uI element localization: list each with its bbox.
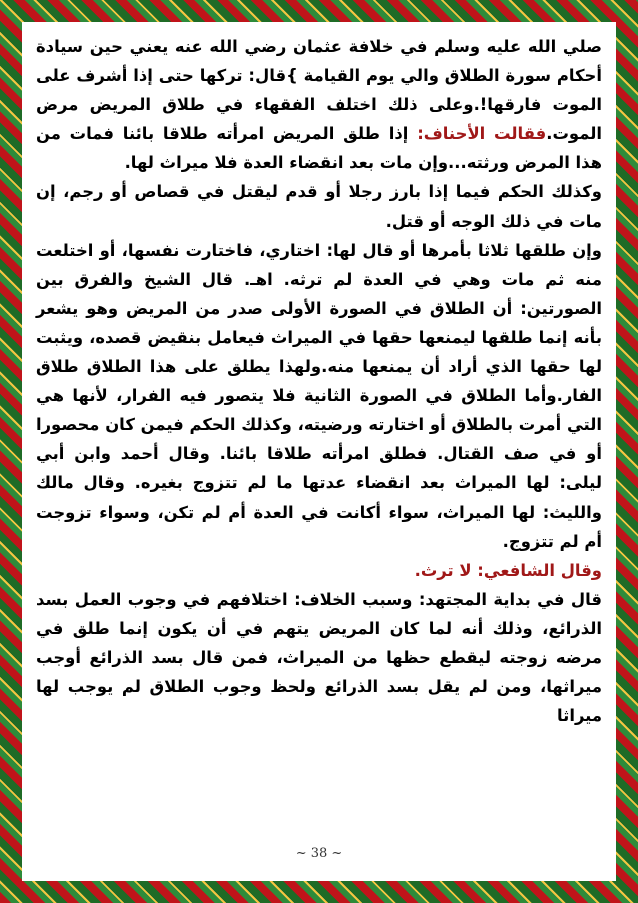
body-text: وإن طلقها ثلاثا بأمرها أو قال لها: اختاري، فاختارت نفسها، أو اختلعت منه ثم مات وهي في العدة لم ترثه. اهـ. قال الشيخ والفرق بين الصورتين: أن الطلاق في الصورة الأولى صدر من المريض وهو يشعر بأنه إنما طلقها ليمنعها حقها في الميراث فيعامل بنقيض قصده، ويثبت لها حقها الذي أراد أن يمنعها منه.ولهذا يطلق على هذا الطلاق طلاق الفار.وأما الطلاق في الصورة الثانية فلا يتصور فيه الفرار، لأنها هي التي أمرت بالطلاق أو اختارته ورضيته، وكذلك الحكم فيمن كان محصورا أو في صف القتال. فطلق امرأته طلاقا بائنا. وقال أحمد وابن أبي ليلى: لها الميراث بعد انقضاء عدتها ما لم تتزوج بغيره. وقال مالك والليث: لها الميراث، سواء أكانت في العدة أم لم تكن، وسواء تزوجت أم لم تتزوج.: [36, 240, 602, 551]
body-text: صلي الله عليه وسلم في خلافة عثمان رضي الله عنه يعني حين سيادة أحكام سورة الطلاق والي يوم القيامة }قال: تركها حتى إذا أشرف على الموت فارقها!.وعلى ذلك اختلف الفقهاء في طلاق المريض مرض الموت.: [36, 37, 602, 144]
body-text: قال في بداية المجتهد: وسبب الخلاف: اختلافهم في وجوب العمل بسد الذرائع، وذلك أنه لما كان المريض يتهم في أن يكون إنما طلق في مرضه زوجته ليقطع حظها من الميراث، فمن قال بسد الذرائع أوجب ميراثها، ومن لم يقل بسد الذرائع ولحظ وجوب الطلاق لم يوجب لها ميراثا: [36, 589, 602, 726]
page-number: ~ 38 ~: [295, 846, 343, 861]
document-body: [36, 32, 602, 843]
paragraph: [36, 32, 602, 177]
paragraph: [36, 177, 602, 235]
highlighted-text: وقال الشافعي: لا ترث.: [414, 560, 602, 580]
highlighted-text: فقالت الأحناف:: [417, 124, 547, 144]
body-text: وكذلك الحكم فيما إذا بارز رجلا أو قدم ليقتل في قصاص أو رجم، إن مات في ذلك الوجه أو قتل.: [36, 182, 602, 231]
body-text: إذا طلق المريض امرأته طلاقا بائنا فمات من هذا المرض ورثته...وإن مات بعد انقضاء العدة فلا ميراث لها.: [36, 124, 602, 173]
paragraph: [36, 556, 602, 585]
paragraph: [36, 585, 602, 730]
paragraph: [36, 236, 602, 556]
